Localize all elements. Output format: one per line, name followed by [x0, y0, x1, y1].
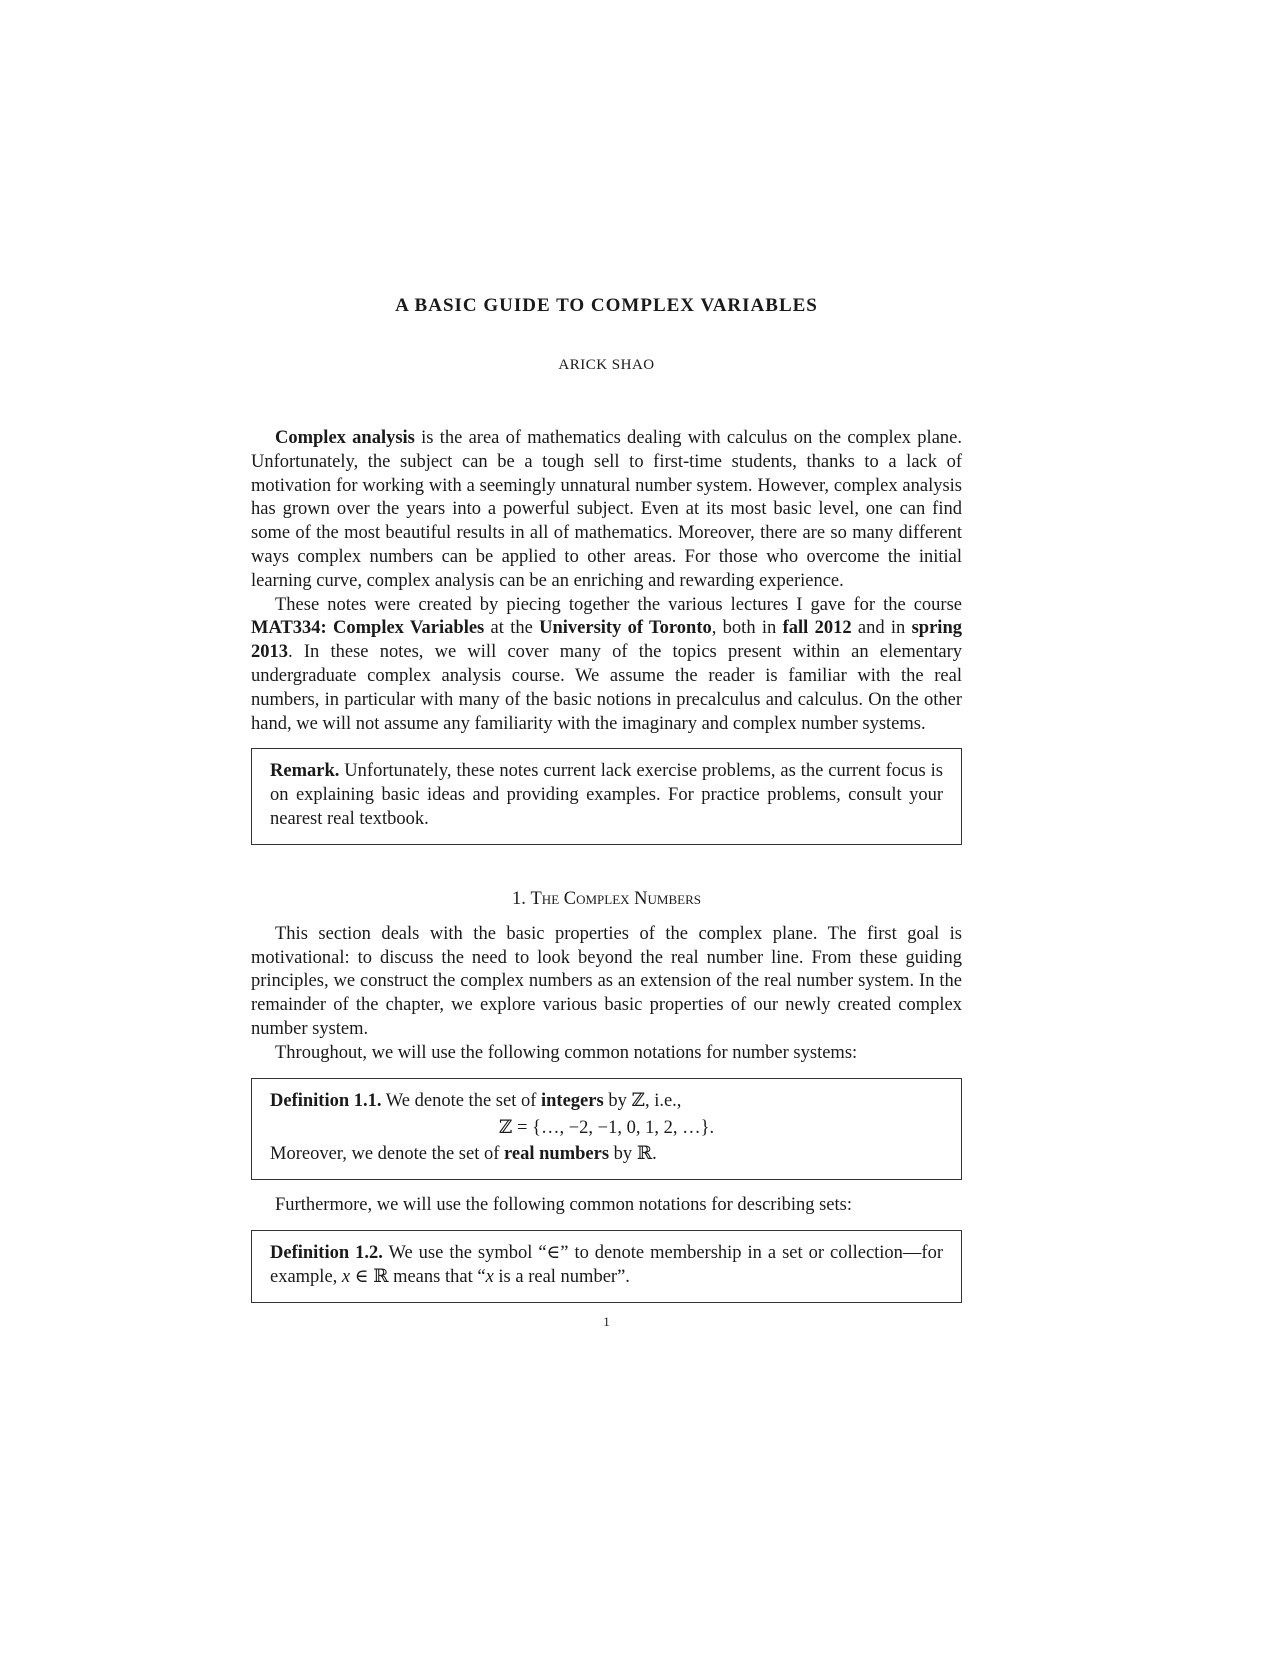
- section-paragraph: [251, 1042, 962, 1066]
- definition-1-2-text: [270, 1242, 943, 1290]
- text-run: , both in: [711, 618, 783, 639]
- text-run: Unfortunately, these notes current lack exercise problems, as the current focus is on explaining basic ideas and providing examples. For practice problems, consult your nearest real textbook.: [270, 761, 943, 829]
- text-run: is a real number”.: [493, 1266, 630, 1287]
- definition-1-1-line: [270, 1090, 943, 1114]
- bold-text: Remark.: [270, 761, 340, 782]
- text-run: Moreover, we denote the set of: [270, 1144, 505, 1165]
- text-run: and in: [851, 618, 912, 639]
- document-page: [251, 0, 962, 1371]
- bold-text: spring 2013: [251, 618, 962, 663]
- bold-text: MAT334: Complex Variables: [251, 618, 485, 639]
- text-run: at the: [484, 618, 540, 639]
- text-run: . In these notes, we will cover many of the topics present within an elementary undergraduate complex analysis course. We assume the reader is familiar with the real numbers, in particular with many of the basic notions in precalculus and calculus. On the other hand, we will not assume any familiarity with the imaginary and complex number systems.: [251, 642, 962, 734]
- text-run: These notes were created by piecing together the various lectures I gave for the course: [275, 594, 962, 615]
- bold-text: Complex analysis: [275, 428, 415, 448]
- definition-1-2-box: [251, 1230, 962, 1303]
- definition-1-1-line: [270, 1143, 943, 1167]
- furthermore-paragraph: [251, 1194, 962, 1218]
- paper-title: A BASIC GUIDE TO COMPLEX VARIABLES: [395, 295, 818, 316]
- bold-text: integers: [541, 1090, 604, 1111]
- remark-text: [270, 760, 943, 831]
- text-run: ∈ ℝ means that “: [350, 1266, 486, 1287]
- section-number: 1.: [512, 888, 526, 909]
- text-run: Furthermore, we will use the following common notations for describing sets:: [275, 1195, 852, 1216]
- section-title: The Complex Numbers: [530, 888, 701, 909]
- text-run: This section deals with the basic properties of the complex plane. The first goal is motivational: to discuss the need to look beyond the real number line. From these guiding principles, we construct the complex numbers as an extension of the real number system. In the remainder of the chapter, we explore various basic properties of our newly created complex number system.: [251, 923, 962, 1039]
- definition-1-1-box: [251, 1078, 962, 1181]
- section-heading: [251, 887, 962, 911]
- math-variable: x: [485, 1266, 494, 1287]
- text-run: We denote the set of: [381, 1090, 541, 1111]
- section-body: [251, 923, 962, 1066]
- bold-text: University of Toronto: [539, 618, 712, 639]
- bold-text: fall 2012: [782, 618, 852, 639]
- text-run: Throughout, we will use the following common notations for number systems:: [275, 1042, 858, 1063]
- bold-text: real numbers: [504, 1144, 610, 1165]
- bold-text: Definition 1.2.: [270, 1242, 383, 1263]
- abstract-paragraph: [251, 427, 962, 594]
- page-number: 1: [603, 1313, 610, 1329]
- text-run: We use the symbol “∈” to denote membership in a set or collection—for example,: [270, 1242, 944, 1287]
- section-paragraph: [251, 923, 962, 1042]
- remark-box: [251, 748, 962, 844]
- integers-equation: ℤ = {…, −2, −1, 0, 1, 2, …}.: [498, 1118, 715, 1139]
- text-run: by ℤ, i.e.,: [603, 1090, 682, 1111]
- furthermore-text: [251, 1194, 962, 1218]
- text-run: by ℝ.: [609, 1144, 657, 1165]
- math-variable: x: [341, 1266, 351, 1287]
- text-run: is the area of mathematics dealing with calculus on the complex plane. Unfortunately, the subject can be a tough sell to first-time students, thanks to a lack of motivation for working with a seemingly unnatural number system. However, complex analysis has grown over the years into a powerful subject. Even at its most basic level, one can find some of the most beautiful results in all of mathematics. Moreover, there are so many different ways complex numbers can be applied to other areas. For those who overcome the initial learning curve, complex analysis can be an enriching and rewarding experience.: [251, 428, 962, 591]
- abstract: [251, 427, 962, 736]
- bold-text: Definition 1.1.: [270, 1090, 382, 1111]
- abstract-paragraph: [251, 594, 962, 737]
- author-name: ARICK SHAO: [558, 357, 655, 373]
